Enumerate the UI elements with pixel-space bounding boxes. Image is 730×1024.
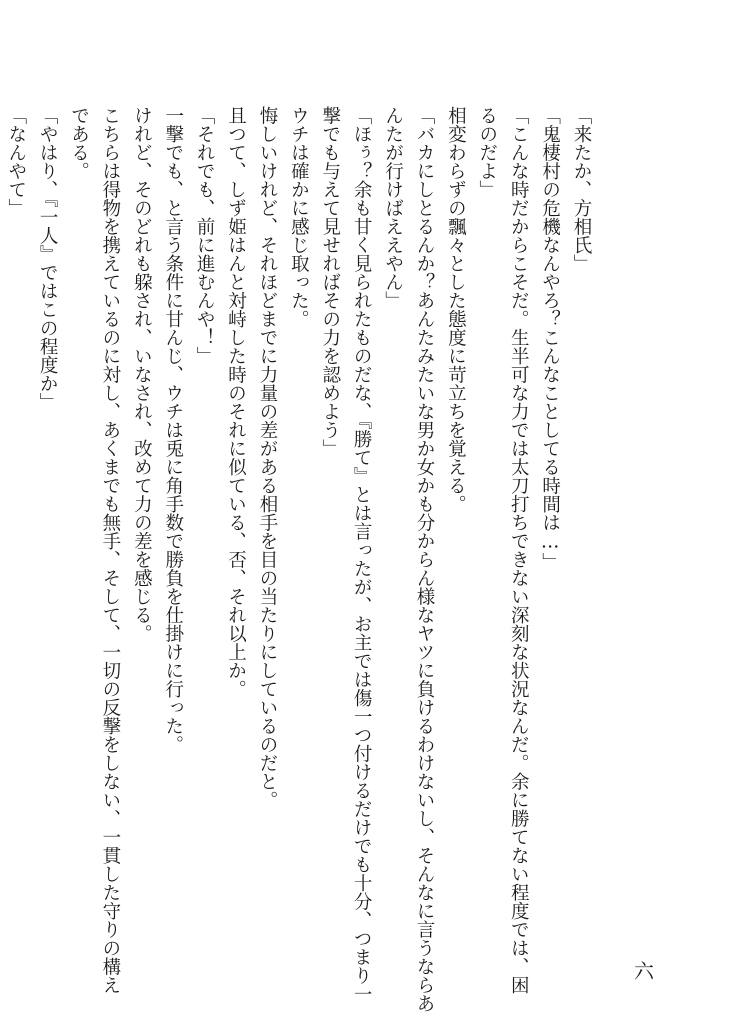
- text-line: ウチは確かに感じ取った。: [288, 106, 310, 328]
- text-line: こちらは得物を携えているのに対し、あくまでも無手、そして、一切の反撃をしない、一貫した守りの構え: [99, 106, 121, 994]
- page-number: 六: [634, 959, 654, 983]
- text-line: 「鬼棲村の危機なんやろ？こんなことしてる時間は…」: [539, 106, 561, 571]
- text-line: 「ほぅ？余も甘く見られたものだな、『勝て』とは言ったが、お主では傷一つ付けるだけでも十分、つまり一: [351, 106, 373, 1004]
- text-line: 「こんな時だからこそだ。生半可な力では太刀打ちできない深刻な状況なんだ。余に勝てない程度では、困: [508, 106, 530, 994]
- text-line: 「なんやて」: [5, 106, 27, 217]
- text-line: 且つて、しず姫はんと対峙した時のそれに似ている、否、それ以上か。: [225, 106, 247, 698]
- text-line: るのだよ」: [476, 106, 498, 199]
- text-line: んたが行けばええやん」: [382, 106, 404, 310]
- text-line: 一撃でも、と言う条件に甘んじ、ウチは兎に角手数で勝負を仕掛けに行った。: [162, 106, 184, 754]
- text-line: である。: [68, 106, 90, 180]
- text-line: 相変わらずの飄々とした態度に苛立ちを覚える。: [445, 106, 467, 513]
- text-line: 「来たか、方相氏」: [571, 106, 592, 273]
- text-line: 「やはり、『一人』ではこの程度か」: [37, 106, 59, 412]
- vertical-text-body: [0, 106, 597, 1013]
- text-line: 「バカにしとるんか？あんたみたいな男か女かも分からん様なヤツに負けるわけないし、そんなに言うならあ: [413, 106, 435, 1013]
- text-line: 悔しいけれど、それほどまでに力量の差がある相手を目の当たりにしているのだと。: [256, 106, 278, 809]
- text-line: 撃でも与えて見せればその力を認めよう」: [319, 106, 341, 458]
- text-line: 「それでも、前に進むんや！」: [194, 106, 216, 365]
- text-line: けれど、そのどれも躱され、いなされ、改めて力の差を感じる。: [131, 106, 153, 643]
